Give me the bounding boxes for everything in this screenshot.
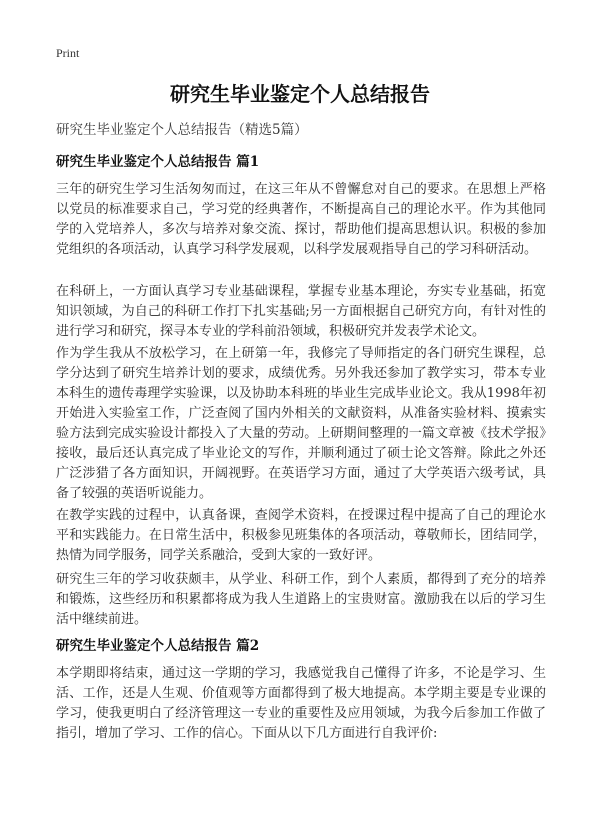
section-2-paragraph: 本学期即将结束，通过这一学期的学习，我感觉我自己懂得了许多，不论是学习、生活、工作，还是人生观、价值观等方面都得到了极大地提高。本学期主要是专业课的学习，使我更明白了经济管理这一专业的重要性及应用领域，为我今后参加工作做了指引，增加了学习、工作的信心。下面从以下几方面进行自我评价: [56,666,546,741]
page-title: 研究生毕业鉴定个人总结报告 [170,82,430,106]
section-1-paragraph: 研究生三年的学习收获颇丰，从学业、科研工作，到个人素质，都得到了充分的培养和锻炼，这些经历和积累都将成为我人生道路上的宝贵财富。激励我在以后的学习生活中继续前进。 [56,572,546,627]
section-1-paragraph: 作为学生我从不放松学习，在上研第一年，我修完了导师指定的各门研究生课程，总学分达到了研究生培养计划的要求，成绩优秀。另外我还参加了教学实习，带本专业本科生的遗传毒理学实验课，以及协助本科班的毕业生完成毕业论文。我从1998年初开始进入实验室工作，广泛查阅了国内外相关的文献资料，从准备实验材料、摸索实验方法到完成实验设计都投入了大量的劳动。上研期间整理的一篇文章被《技术学报》接收，最后还认真完成了毕业论文的写作，并顺利通过了硕士论文答辩。除此之外还广泛涉猎了各方面知识，开阔视野。在英语学习方面，通过了大学英语六级考试，具备了较强的英语听说能力。 [56,346,546,501]
section-1-paragraph: 在教学实践的过程中，认真备课，查阅学术资料，在授课过程中提高了自己的理论水平和实践能力。在日常生活中，积极参见班集体的各项活动，尊敬师长，团结同学，热情为同学服务，同学关系融洽，受到大家的一致好评。 [56,508,546,563]
document-subtitle: 研究生毕业鉴定个人总结报告（精选5篇） [56,122,308,138]
print-link[interactable]: Print [56,46,80,60]
section-1-paragraph: 三年的研究生学习生活匆匆而过，在这三年从不曾懈怠对自己的要求。在思想上严格以党员的标准要求自己，学习党的经典著作，不断提高自己的理论水平。作为其他同学的入党培养人，多次与培养对象交流、探讨，帮助他们提高思想认识。积极的参加党组织的各项活动，认真学习科学发展观，以科学发展观指导自己的学习科研活动。 [56,182,546,257]
section-1-paragraph: 在科研上，一方面认真学习专业基础课程，掌握专业基本理论，夯实专业基础，拓宽知识领域，为自己的科研工作打下扎实基础;另一方面根据自己研究方向，有针对性的进行学习和研究，探寻本专业的学科前沿领域，积极研究并发表学术论文。 [56,284,546,339]
section-heading-2: 研究生毕业鉴定个人总结报告 篇2 [56,638,260,654]
section-heading-1: 研究生毕业鉴定个人总结报告 篇1 [56,154,260,170]
